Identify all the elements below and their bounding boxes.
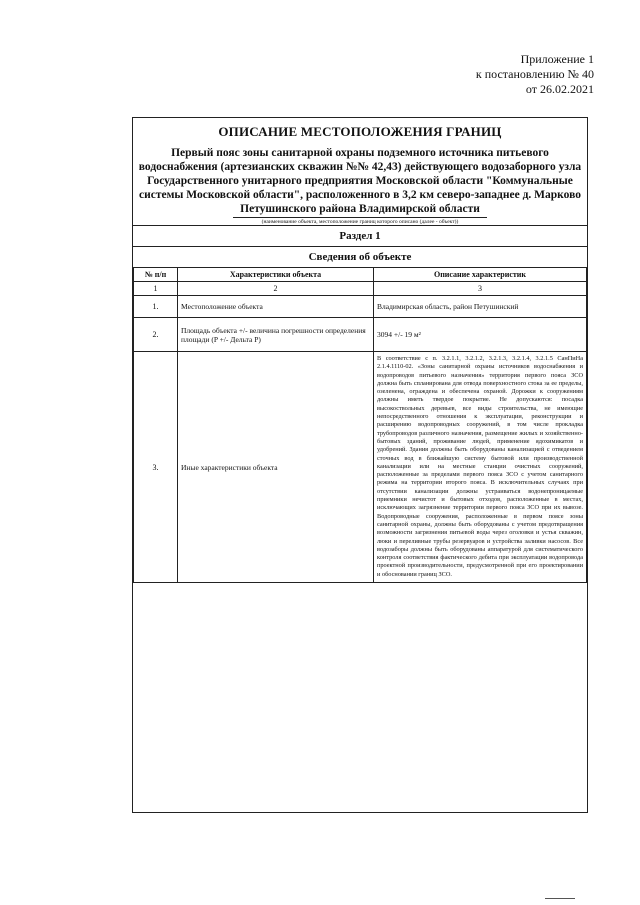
document-header [133, 118, 587, 225]
table-header-row [134, 268, 587, 282]
document-subtitle: Первый пояс зоны санитарной охраны подземного источника питьевого водоснабжения (артезианских скважин №№ 42,43) действующего водозаборного узла Государственного унитарного предприятия Московской области "Коммунальные системы Московской области", расположенного в 3,2 км северо-западнее д. Марково Петушинского района Владимирской области [138, 147, 582, 215]
row-number: 1. [134, 296, 178, 318]
column-number: 2 [178, 282, 374, 296]
section-label: Раздел 1 [133, 225, 587, 246]
row-characteristic: Местоположение объекта [178, 296, 374, 318]
appendix-line-2: к постановлению № 40 [475, 67, 594, 81]
appendix-line-1: Приложение 1 [520, 52, 594, 66]
column-number: 1 [134, 282, 178, 296]
row-characteristic: Иные характеристики объекта [178, 352, 374, 583]
document-frame [132, 117, 588, 813]
header-number: № п/п [134, 268, 178, 282]
appendix-block [476, 52, 594, 97]
table-row [134, 318, 587, 352]
table-row [134, 352, 587, 583]
row-value: Владимирская область, район Петушинский [374, 296, 587, 318]
object-info-table [133, 267, 587, 583]
footer-mark [545, 898, 575, 899]
table-column-number-row [134, 282, 587, 296]
object-caption: (наименование объекта, местоположение границ которого описано (далее - объект)) [233, 217, 487, 225]
row-number: 2. [134, 318, 178, 352]
column-number: 3 [374, 282, 587, 296]
row-value: В соответствие с п. 3.2.1.1, 3.2.1.2, 3.2.1.3, 3.2.1.4, 3.2.1.5 СанПиНа 2.1.4.1110-02. «Зоны санитарной охраны источников водоснабжения и водопроводов питьевого назначения» территория первого пояса ЗСО должна быть спланирована для отвода поверхностного стока за ее пределы, озеленена, ограждена и обеспечена охраной. Дорожки к сооружениям должны иметь твердое покрытие. Не допускаются: посадка высокоствольных деревьев, все виды строительства, не имеющие непосредственного отношения к эксплуатации, реконструкции и расширению водопроводных сооружений, в том числе прокладка трубопроводов различного назначения, размещение жилых и хозяйственно-бытовых зданий, проживание людей, применение ядохимикатов и удобрений. Здания должны быть оборудованы канализацией с отведением сточных вод в ближайшую систему бытовой или производственной канализации или на местные станции очистных сооружений, расположенные за пределами первого пояса ЗСО с учетом санитарного режима на территории второго пояса. В исключительных случаях при отсутствии канализации должны устраиваться водонепроницаемые приемники нечистот и бытовых отходов, расположенные в местах, исключающих загрязнение территории первого пояса ЗСО при их вывозе. Водопроводные сооружения, расположенные в первом поясе зоны санитарной охраны, должны быть оборудованы с учетом предотвращения возможности загрязнения питьевой воды через оголовки и устья скважин, люки и переливные трубы резервуаров и устройства заливки насосов. Все водозаборы должны быть оборудованы аппаратурой для систематического контроля соответствия фактического дебита при эксплуатации водопровода проектной производительности, предусмотренной при его проектировании и обосновании границ ЗСО. [374, 352, 587, 583]
row-characteristic: Площадь объекта +/- величина погрешности определения площади (P +/- Дельта P) [178, 318, 374, 352]
header-description: Описание характеристик [374, 268, 587, 282]
row-number: 3. [134, 352, 178, 583]
row-value: 3094 +/- 19 м² [374, 318, 587, 352]
table-row [134, 296, 587, 318]
section-name: Сведения об объекте [133, 246, 587, 267]
header-characteristics: Характеристики объекта [178, 268, 374, 282]
appendix-line-3: от 26.02.2021 [525, 82, 594, 96]
document-title: ОПИСАНИЕ МЕСТОПОЛОЖЕНИЯ ГРАНИЦ [218, 124, 502, 139]
